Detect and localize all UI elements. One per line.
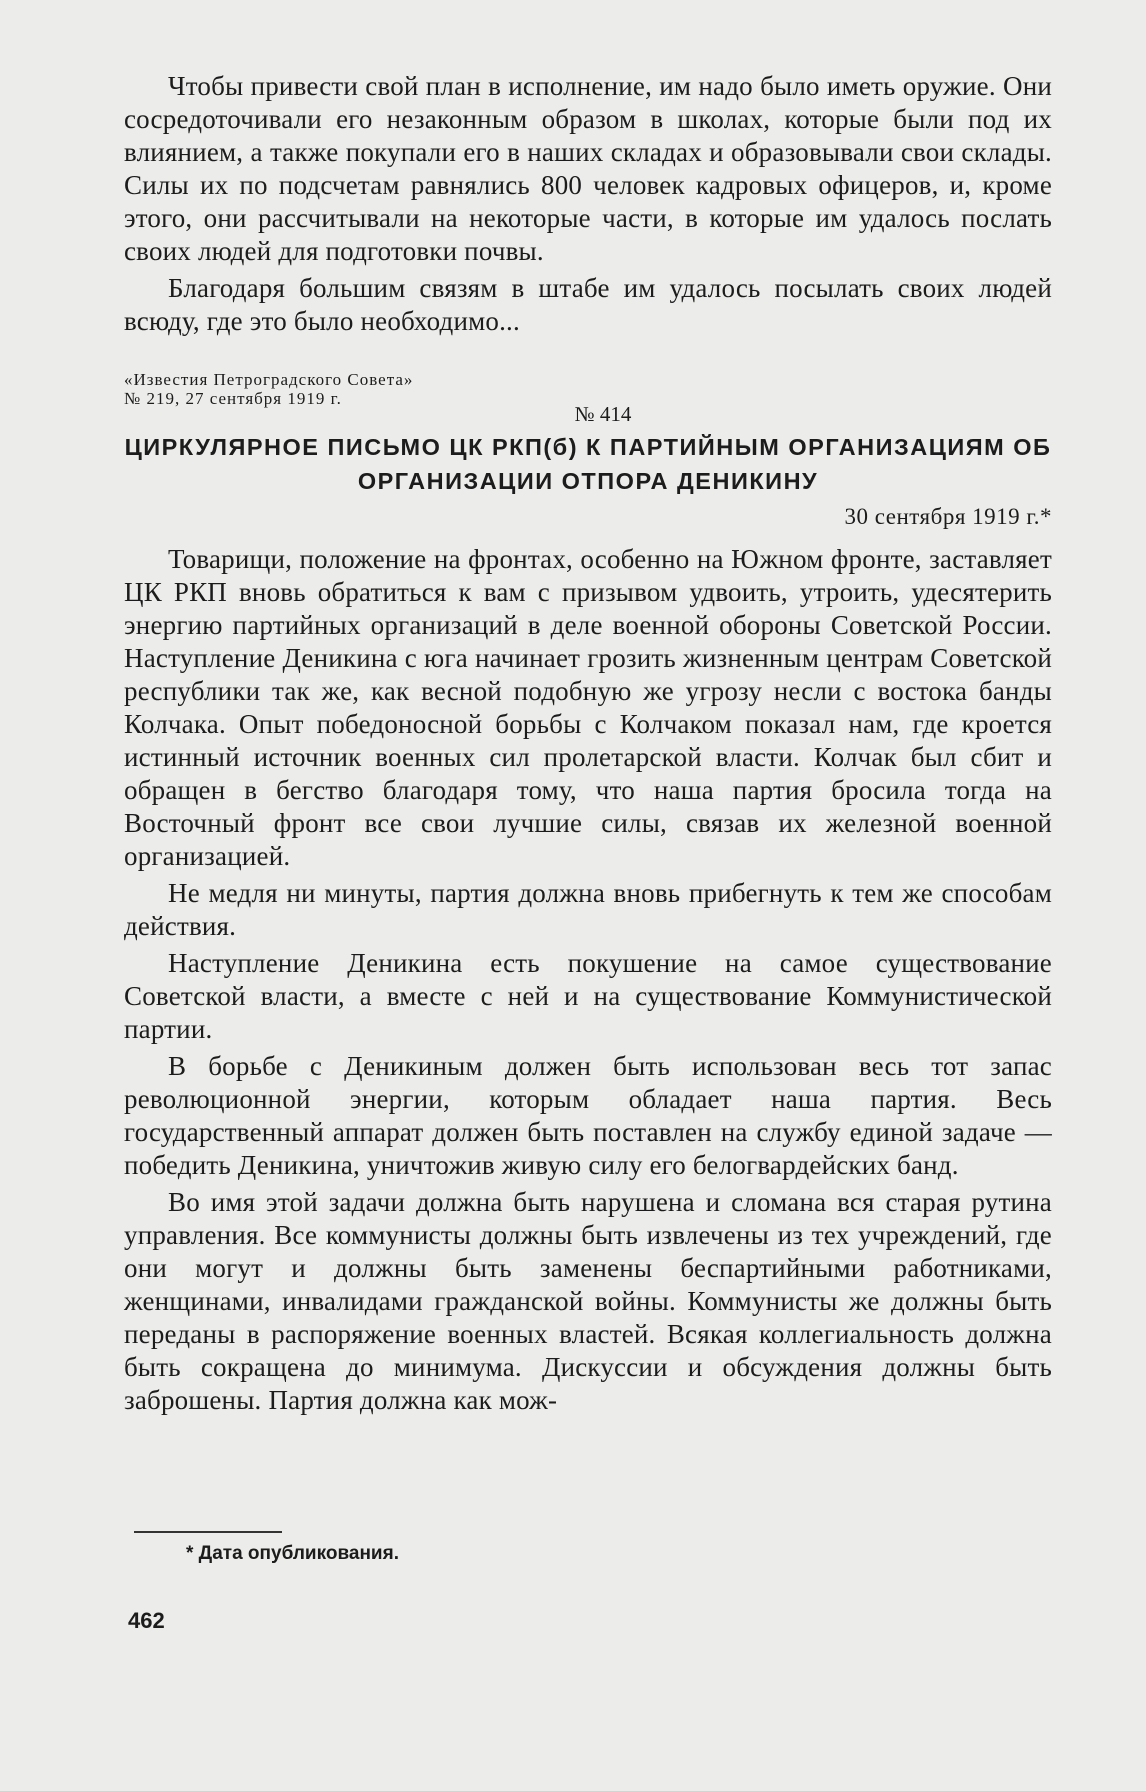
source-line-1: «Известия Петроградского Совета» (124, 370, 414, 389)
footnote-divider (134, 1531, 282, 1533)
footnote: * Дата опубликования. (186, 1543, 399, 1564)
body-paragraph-5: Во имя этой задачи должна быть нарушена и сломана вся старая рутина управления. Все коммунисты должны быть извлечены из тех учреждений, где они могут и должны быть заменены беспартийными работниками, женщинами, инвалидами гражданской войны. Коммунисты же должны быть переданы в распоряжение военных властей. Всякая коллегиальность должна быть сокращена до минимума. Дискуссии и обсуждения должны быть заброшены. Партия должна как мож- (124, 1187, 1052, 1415)
document-body (124, 543, 1052, 1417)
body-paragraph-3: Наступление Деникина есть покушение на самое существование Советской власти, а вместе с ней и на существование Коммунистической партии. (124, 948, 1052, 1044)
intro-text (124, 70, 1052, 338)
document-number: № 414 (574, 402, 632, 426)
document-date: 30 сентября 1919 г.* (844, 504, 1052, 529)
source-line-2: № 219, 27 сентября 1919 г. (124, 389, 342, 408)
body-paragraph-4: В борьбе с Деникиным должен быть использован весь тот запас революционной энергии, которым обладает наша партия. Весь государственный аппарат должен быть поставлен на службу единой задаче — победить Деникина, уничтожив живую силу его белогвардейских банд. (124, 1051, 1052, 1180)
page-number: 462 (128, 1608, 165, 1633)
intro-paragraph-2: Благодаря большим связям в штабе им удалось посылать своих людей всюду, где это было необходимо... (124, 273, 1052, 336)
intro-paragraph-1: Чтобы привести свой план в исполнение, им надо было иметь оружие. Они сосредоточивали его незаконным образом в школах, которые были под их влиянием, а также покупали его в наших складах и образовывали свои склады. Силы их по подсчетам равнялись 800 человек кадровых офицеров, и, кроме этого, они рассчитывали на некоторые части, в которые им удалось послать своих людей для подготовки почвы. (124, 71, 1052, 266)
body-paragraph-2: Не медля ни минуты, партия должна вновь прибегнуть к тем же способам действия. (124, 878, 1052, 941)
body-paragraph-1: Товарищи, положение на фронтах, особенно на Южном фронте, заставляет ЦК РКП вновь обратиться к вам с призывом удвоить, утроить, удесятерить энергию партийных организаций в деле военной обороны Советской России. Наступление Деникина с юга начинает грозить жизненным центрам Советской республики так же, как весной подобную же угрозу несли с востока банды Колчака. Опыт победоносной борьбы с Колчаком показал нам, где кроется истинный источник военных сил пролетарской власти. Колчак был сбит и обращен в бегство благодаря тому, что наша партия бросила тогда на Восточный фронт все свои лучшие силы, связав их железной военной организацией. (124, 544, 1052, 871)
document-title: ЦИРКУЛЯРНОЕ ПИСЬМО ЦК РКП(б) К ПАРТИЙНЫМ ОРГАНИЗАЦИЯМ ОБ ОРГАНИЗАЦИИ ОТПОРА ДЕНИКИНУ (124, 434, 1052, 494)
